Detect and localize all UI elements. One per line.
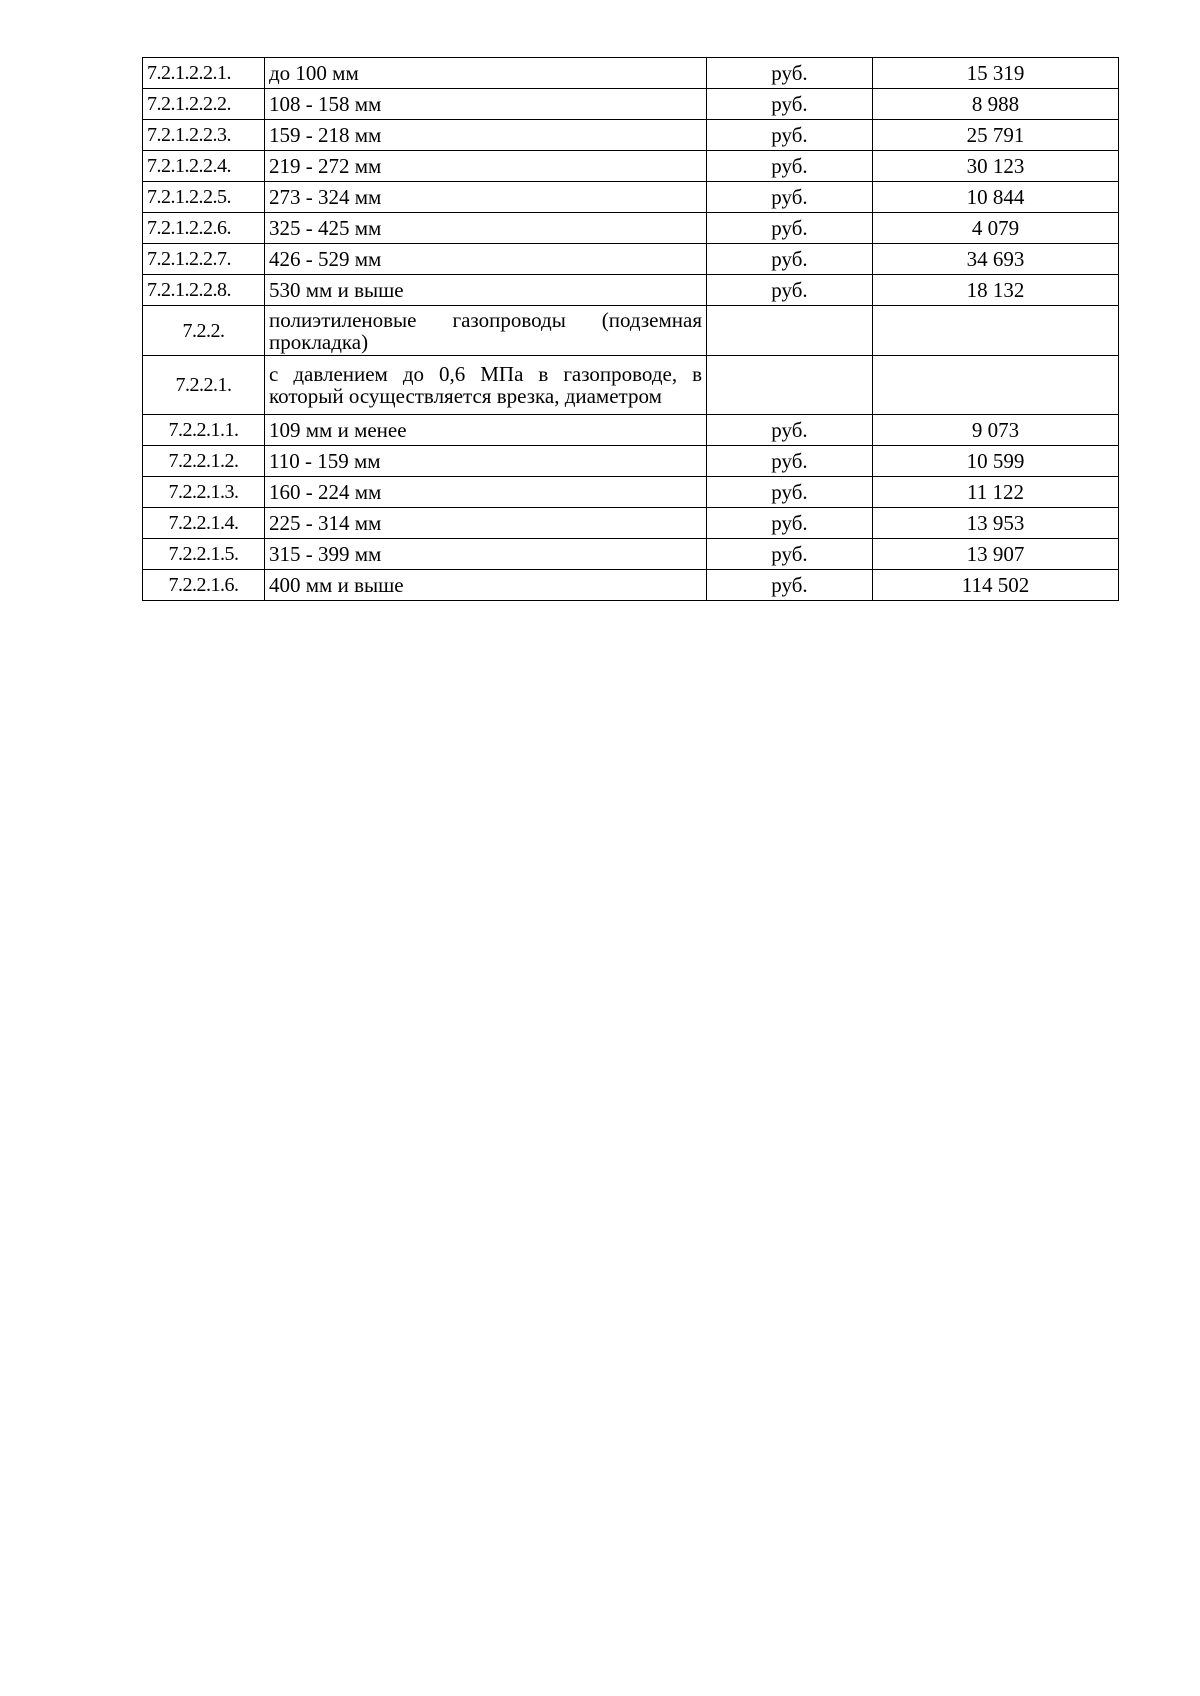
row-description: 315 - 399 мм [265, 539, 707, 570]
row-description: 273 - 324 мм [265, 182, 707, 213]
row-description: 108 - 158 мм [265, 89, 707, 120]
row-code: 7.2.1.2.2.5. [143, 182, 265, 213]
row-value: 114 502 [873, 570, 1119, 601]
row-value: 18 132 [873, 275, 1119, 306]
row-value: 4 079 [873, 213, 1119, 244]
row-unit: руб. [707, 151, 873, 182]
row-value: 13 907 [873, 539, 1119, 570]
row-unit: руб. [707, 477, 873, 508]
row-description: 160 - 224 мм [265, 477, 707, 508]
row-value: 25 791 [873, 120, 1119, 151]
row-value: 11 122 [873, 477, 1119, 508]
table-row [143, 306, 1119, 356]
table-row [143, 213, 1119, 244]
row-description: 225 - 314 мм [265, 508, 707, 539]
table-row [143, 275, 1119, 306]
table-row [143, 89, 1119, 120]
row-description: до 100 мм [265, 58, 707, 89]
row-code: 7.2.2.1.4. [143, 508, 265, 539]
row-description: с давлением до 0,6 МПа в газопроводе, в который осуществляется врезка, диаметром [265, 356, 707, 415]
table-row [143, 356, 1119, 415]
row-value [873, 306, 1119, 356]
row-code: 7.2.2. [143, 306, 265, 356]
row-code: 7.2.1.2.2.7. [143, 244, 265, 275]
table-row [143, 508, 1119, 539]
row-description: 109 мм и менее [265, 415, 707, 446]
row-code: 7.2.1.2.2.8. [143, 275, 265, 306]
row-value: 9 073 [873, 415, 1119, 446]
row-code: 7.2.2.1.3. [143, 477, 265, 508]
row-value: 8 988 [873, 89, 1119, 120]
row-unit: руб. [707, 89, 873, 120]
row-description: полиэтиленовые газопроводы (подземная прокладка) [265, 306, 707, 356]
row-code: 7.2.1.2.2.2. [143, 89, 265, 120]
row-code: 7.2.1.2.2.3. [143, 120, 265, 151]
row-code: 7.2.2.1.6. [143, 570, 265, 601]
row-code: 7.2.1.2.2.1. [143, 58, 265, 89]
row-description: 426 - 529 мм [265, 244, 707, 275]
row-code: 7.2.2.1.1. [143, 415, 265, 446]
table-row [143, 120, 1119, 151]
table-row [143, 570, 1119, 601]
row-unit [707, 356, 873, 415]
row-description: 400 мм и выше [265, 570, 707, 601]
row-unit: руб. [707, 244, 873, 275]
row-description: 159 - 218 мм [265, 120, 707, 151]
table-row [143, 477, 1119, 508]
row-unit: руб. [707, 120, 873, 151]
table-row [143, 446, 1119, 477]
row-unit: руб. [707, 275, 873, 306]
row-unit: руб. [707, 213, 873, 244]
row-description: 110 - 159 мм [265, 446, 707, 477]
table-row [143, 415, 1119, 446]
table-row [143, 244, 1119, 275]
row-description: 530 мм и выше [265, 275, 707, 306]
row-value [873, 356, 1119, 415]
row-code: 7.2.2.1.2. [143, 446, 265, 477]
row-value: 34 693 [873, 244, 1119, 275]
row-value: 10 599 [873, 446, 1119, 477]
table-row [143, 58, 1119, 89]
tariff-table [142, 57, 1119, 601]
row-code: 7.2.1.2.2.4. [143, 151, 265, 182]
row-unit [707, 306, 873, 356]
row-value: 10 844 [873, 182, 1119, 213]
row-value: 15 319 [873, 58, 1119, 89]
row-description: 325 - 425 мм [265, 213, 707, 244]
table-row [143, 151, 1119, 182]
row-unit: руб. [707, 508, 873, 539]
row-value: 30 123 [873, 151, 1119, 182]
row-code: 7.2.1.2.2.6. [143, 213, 265, 244]
row-code: 7.2.2.1.5. [143, 539, 265, 570]
row-unit: руб. [707, 446, 873, 477]
table-row [143, 182, 1119, 213]
table-row [143, 539, 1119, 570]
row-value: 13 953 [873, 508, 1119, 539]
row-unit: руб. [707, 570, 873, 601]
row-unit: руб. [707, 58, 873, 89]
row-code: 7.2.2.1. [143, 356, 265, 415]
row-unit: руб. [707, 539, 873, 570]
row-unit: руб. [707, 182, 873, 213]
row-unit: руб. [707, 415, 873, 446]
row-description: 219 - 272 мм [265, 151, 707, 182]
